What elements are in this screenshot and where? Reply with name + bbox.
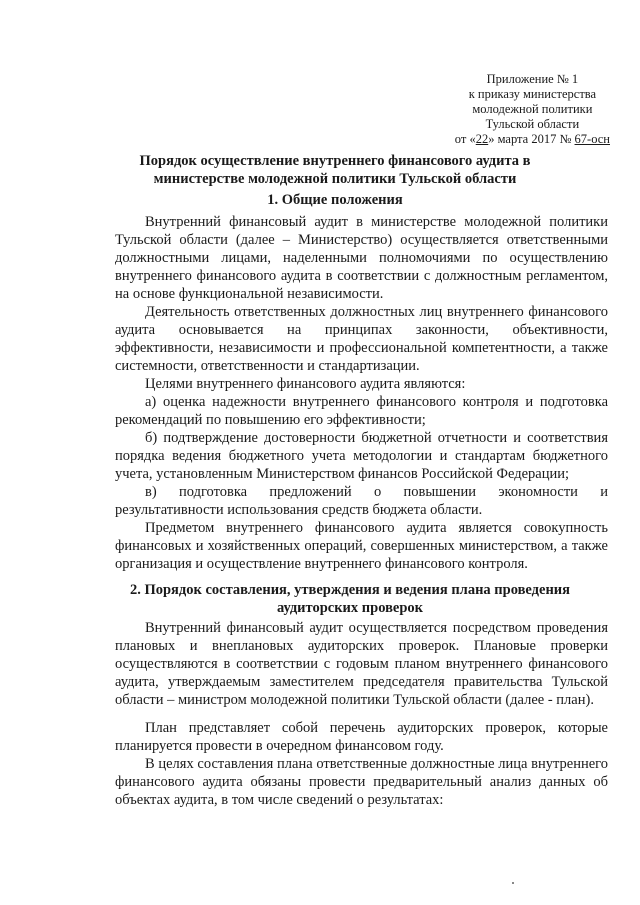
section-1-heading: 1. Общие положения: [267, 192, 403, 208]
date-prefix: от «: [454, 132, 476, 146]
paragraph: Внутренний финансовый аудит в министерстве молодежной политики Тульской области (далее – Министерство) осуществляется ответственными должностными лицами, наделенными полномочиями по осуществлению внутреннего финансового аудита в соответствии с должностным регламентом, на основе функциональной независимости.: [115, 214, 608, 302]
appendix-line: Тульской области: [485, 117, 580, 131]
paragraph: Внутренний финансовый аудит осуществляется посредством проведения плановых и внеплановых аудиторских проверок. Плановые проверки осуществляются в соответствии с годовым планом внутреннего финансового аудита, утверждаемым заместителем председателя правительства Тульской области – министром молодежной политики Тульской области (далее - план).: [115, 620, 608, 708]
section-2-heading: 2. Порядок составления, утверждения и ведения плана проведения аудиторских проверок: [129, 582, 571, 616]
order-number: 67-осн: [574, 132, 610, 146]
appendix-line: молодежной политики: [472, 102, 593, 116]
date-middle: » марта 2017 №: [488, 132, 575, 146]
order-day: 22: [475, 132, 489, 146]
appendix-date-line: [455, 132, 610, 147]
list-item: а) оценка надежности внутреннего финансового контроля и подготовка рекомендаций по повышению его эффективности;: [115, 394, 608, 428]
appendix-line: Приложение № 1: [486, 72, 579, 86]
paragraph: Деятельность ответственных должностных лиц внутреннего финансового аудита основывается на принципах законности, объективности, эффективности, независимости и профессиональной компетентности, а также системности, ответственности и стандартизации.: [115, 304, 608, 374]
document-title: Порядок осуществление внутреннего финансового аудита в министерстве молодежной политики Тульской области: [139, 153, 531, 187]
paragraph: Целями внутреннего финансового аудита являются:: [145, 376, 466, 392]
list-item: в) подготовка предложений о повышении экономности и результативности использования средств бюджета области.: [115, 484, 608, 518]
appendix-line: к приказу министерства: [468, 87, 597, 101]
paragraph: Предметом внутреннего финансового аудита является совокупность финансовых и хозяйственных операций, совершенных министерством, а также организация и осуществление внутреннего финансового контроля.: [115, 520, 608, 572]
scan-speck: [512, 882, 514, 884]
section-1-body: [115, 213, 608, 573]
paragraph: План представляет собой перечень аудиторских проверок, которые планируется провести в очередном финансовом году.: [115, 720, 608, 754]
list-item: б) подтверждение достоверности бюджетной отчетности и соответствия порядка ведения бюджетного учета методологии и стандартам бюджетного учета, установленным Министерством финансов Российской Федерации;: [115, 430, 608, 482]
paragraph: В целях составления плана ответственные должностные лица внутреннего финансового аудита обязаны провести предварительный анализ данных об объектах аудита, в том числе сведений о результатах:: [115, 756, 608, 808]
section-2-body: [115, 619, 608, 809]
appendix-header: [455, 72, 610, 147]
